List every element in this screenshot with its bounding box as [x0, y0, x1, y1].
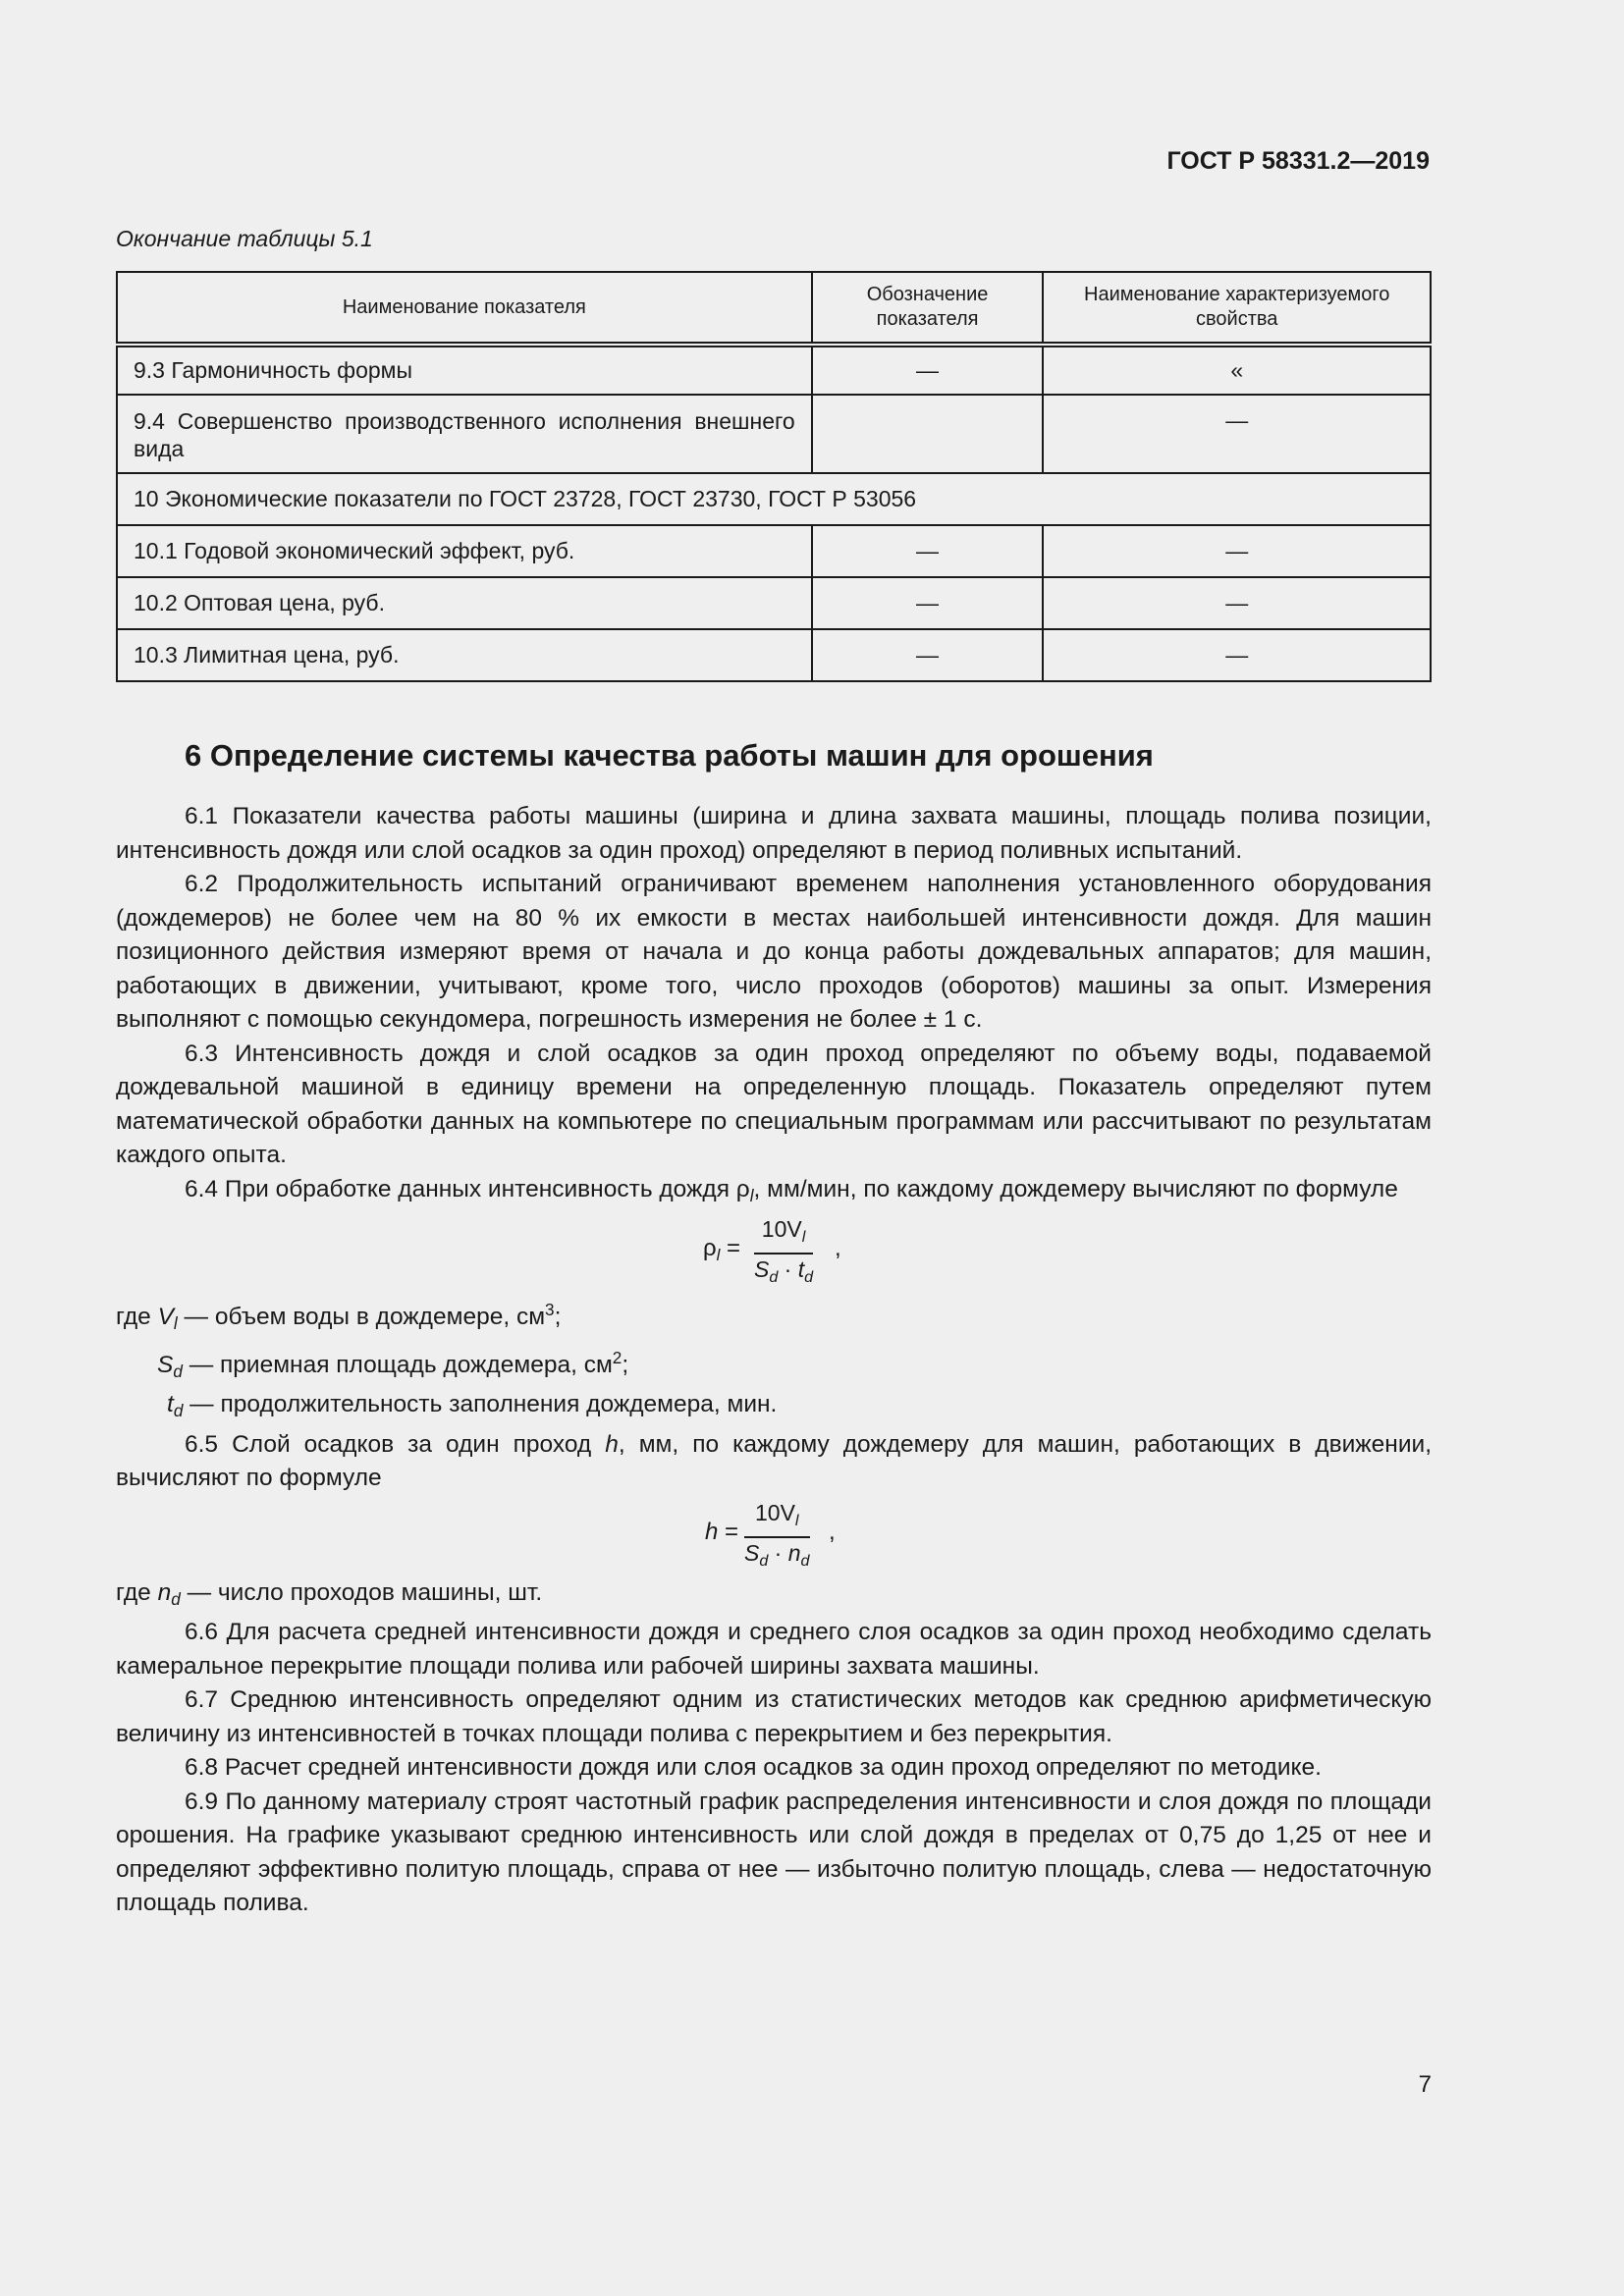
paragraph-6-7: 6.7 Среднюю интенсивность определяют одним из статистических методов как среднюю арифметическую величину из интенсивностей в точках площади полива с перекрытием и без перекрытия. — [116, 1686, 1432, 1747]
table-row — [117, 629, 1431, 681]
table-row — [117, 345, 1431, 395]
table-row — [117, 395, 1431, 473]
table-cell-property: — — [1043, 629, 1431, 681]
formula-fraction: $\frac{10V_l}{S_d \cdot n_d}$ — [744, 1499, 810, 1570]
table-cell-property: « — [1043, 345, 1431, 395]
paragraph-6-8: 6.8 Расчет средней интенсивности дождя или слоя осадков за один проход определяют по методике. — [185, 1754, 1322, 1781]
formula-lhs: $\rho_l$ = — [703, 1235, 741, 1264]
table-header-row — [117, 272, 1431, 345]
table-caption: Окончание таблицы 5.1 — [116, 226, 373, 251]
paragraph-6-3: 6.3 Интенсивность дождя и слой осадков за один проход определяют по объему воды, подаваемой дождевальной машиной в единицу времени на определенную площадь. Показатель определяют путем математической обработки данных на компьютере по специальным программам или рассчитывают по результатам каждого опыта. — [116, 1040, 1432, 1168]
table-cell-section: 10 Экономические показатели по ГОСТ 23728, ГОСТ 23730, ГОСТ Р 53056 — [117, 473, 1431, 525]
table-cell-symbol: — — [812, 525, 1044, 577]
table-cell-symbol: — — [812, 577, 1044, 629]
table-row — [117, 577, 1431, 629]
definition-v: где $V_l$ — объем воды в дождемере, $см^3$; — [116, 1300, 562, 1333]
section-title: 6 Определение системы качества работы машин для орошения — [185, 738, 1154, 773]
column-header: Наименование показателя — [117, 272, 812, 345]
table-cell-name: 10.2 Оптовая цена, руб. — [117, 577, 812, 629]
table-cell-symbol: — — [812, 345, 1044, 395]
table-cell-name: 10.3 Лимитная цена, руб. — [117, 629, 812, 681]
formula-fraction: $\frac{10V_l}{S_d \cdot t_d}$ — [754, 1216, 814, 1286]
formula-layer: h = $\frac{10V_l}{S_d \cdot n_d}$ , — [116, 1496, 1432, 1576]
formula-lhs: h = — [705, 1518, 739, 1545]
table-cell-property: — — [1043, 577, 1431, 629]
table-cell-name: 9.3 Гармоничность формы — [117, 345, 812, 395]
formula-intensity: $\rho_l$ = $\frac{10V_l}{S_d \cdot t_d}$ , — [116, 1212, 1432, 1293]
table-cell-symbol — [812, 395, 1044, 473]
column-header: Наименование характеризуемого свойства — [1043, 272, 1431, 345]
paragraph-6-5: 6.5 Слой осадков за один проход h, мм, по каждому дождемеру для машин, работающих в движении, вычисляют по формуле — [116, 1430, 1432, 1491]
paragraph-6-1: 6.1 Показатели качества работы машины (ширина и длина захвата машины, площадь полива позиции, интенсивность дождя или слой осадков за один проход) определяют в период поливных испытаний. — [116, 803, 1432, 864]
paragraph-6-9: 6.9 По данному материалу строят частотный график распределения интенсивности и слоя дождя по площади орошения. На графике указывают среднюю интенсивность или слой дождя в пределах от 0,75 до 1,25 от нее и определяют эффективно политую площадь, справа от нее — избыточно политую площадь, слева — недостаточную площадь полива. — [116, 1788, 1432, 1916]
table-cell-name: 10.1 Годовой экономический эффект, руб. — [117, 525, 812, 577]
document-number: ГОСТ Р 58331.2—2019 — [1166, 147, 1430, 175]
page-number: 7 — [1418, 2071, 1432, 2098]
definition-t: $t_d$ — продолжительность заполнения дождемера, мин. — [167, 1391, 778, 1420]
table-row-section — [117, 473, 1431, 525]
table-row — [117, 525, 1431, 577]
indicators-table — [116, 271, 1432, 682]
paragraph-6-2: 6.2 Продолжительность испытаний ограничивают временем наполнения установленного оборудования (дождемеров) не более чем на 80 % их емкости в местах наибольшей интенсивности дождя. Для машин позиционного действия измеряют время от начала и до конца работы дождевальных аппаратов; для машин, работающих в движении, учитывают, кроме того, число проходов (оборотов) машины за опыт. Измерения выполняют с помощью секундомера, погрешность измерения не более ± 1 с. — [116, 871, 1432, 1033]
column-header: Обозначение показателя — [812, 272, 1044, 345]
section-body — [116, 800, 1432, 1921]
definition-s: $S_d$ — приемная площадь дождемера, $см^2$; — [157, 1347, 629, 1381]
table-cell-symbol: — — [812, 629, 1044, 681]
table-cell-property: — — [1043, 395, 1431, 473]
paragraph-6-4: 6.4 При обработке данных интенсивность дождя $\rho_l$, мм/мин, по каждому дождемеру вычисляют по формуле — [185, 1175, 1398, 1205]
table-cell-name: 9.4 Совершенство производственного исполнения внешнего вида — [117, 395, 812, 473]
table-cell-property: — — [1043, 525, 1431, 577]
paragraph-6-6: 6.6 Для расчета средней интенсивности дождя и среднего слоя осадков за один проход необходимо сделать камеральное перекрытие площади полива или рабочей ширины захвата машины. — [116, 1619, 1432, 1680]
definition-n: где $n_d$ — число проходов машины, шт. — [116, 1578, 543, 1609]
